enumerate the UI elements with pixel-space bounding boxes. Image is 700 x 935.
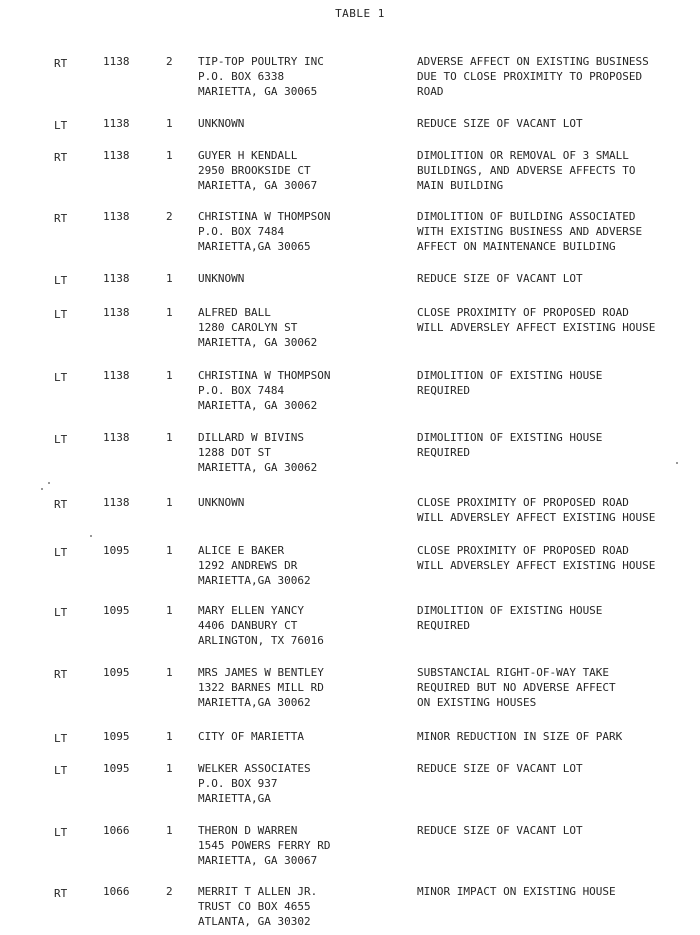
owner-line: ALICE E BAKER: [198, 544, 285, 557]
side-cell: RT: [54, 498, 68, 511]
owner-line: CHRISTINA W THOMPSON: [198, 210, 331, 223]
effect-cell: [417, 603, 602, 633]
owner-line: 4406 DANBURY CT: [198, 619, 298, 632]
owner-line: P.O. BOX 937: [198, 777, 278, 790]
effect-cell: [417, 761, 583, 776]
owner-line: CHRISTINA W THOMPSON: [198, 369, 331, 382]
owner-cell: [198, 761, 311, 806]
effect-line: REQUIRED: [417, 619, 470, 632]
effect-cell: [417, 430, 602, 460]
side-cell: LT: [54, 371, 68, 384]
count-cell: 1: [166, 762, 173, 775]
owner-line: ARLINGTON, TX 76016: [198, 634, 324, 647]
effect-cell: [417, 823, 583, 838]
owner-cell: [198, 271, 244, 286]
effect-line: ON EXISTING HOUSES: [417, 696, 537, 709]
sheet-cell: 1095: [103, 762, 130, 775]
sheet-cell: 1138: [103, 117, 130, 130]
owner-line: 1322 BARNES MILL RD: [198, 681, 324, 694]
effect-line: DIMOLITION OF BUILDING ASSOCIATED: [417, 210, 636, 223]
sheet-cell: 1138: [103, 149, 130, 162]
effect-cell: [417, 305, 655, 335]
owner-line: MARIETTA, GA 30062: [198, 399, 318, 412]
effect-line: DUE TO CLOSE PROXIMITY TO PROPOSED: [417, 70, 643, 83]
side-cell: RT: [54, 668, 68, 681]
effect-line: AFFECT ON MAINTENANCE BUILDING: [417, 240, 616, 253]
count-cell: 1: [166, 117, 173, 130]
side-cell: LT: [54, 732, 68, 745]
owner-line: UNKNOWN: [198, 496, 245, 509]
owner-line: UNKNOWN: [198, 117, 245, 130]
sheet-cell: 1095: [103, 604, 130, 617]
scan-speck: [90, 535, 92, 537]
owner-line: MARIETTA, GA 30067: [198, 179, 318, 192]
effect-line: MINOR REDUCTION IN SIZE OF PARK: [417, 730, 623, 743]
owner-cell: [198, 823, 330, 868]
side-cell: RT: [54, 57, 68, 70]
scan-speck: [48, 482, 50, 484]
effect-line: CLOSE PROXIMITY OF PROPOSED ROAD: [417, 544, 629, 557]
effect-line: ROAD: [417, 85, 444, 98]
effect-line: CLOSE PROXIMITY OF PROPOSED ROAD: [417, 496, 629, 509]
effect-line: MAIN BUILDING: [417, 179, 504, 192]
owner-cell: [198, 543, 311, 588]
effect-cell: [417, 884, 616, 899]
owner-cell: [198, 430, 317, 475]
sheet-cell: 1138: [103, 431, 130, 444]
sheet-cell: 1138: [103, 272, 130, 285]
count-cell: 2: [166, 885, 173, 898]
effect-line: WILL ADVERSLEY AFFECT EXISTING HOUSE: [417, 321, 656, 334]
effect-cell: [417, 148, 636, 193]
side-cell: LT: [54, 274, 68, 287]
effect-line: DIMOLITION OR REMOVAL OF 3 SMALL: [417, 149, 629, 162]
owner-line: 2950 BROOKSIDE CT: [198, 164, 311, 177]
effect-cell: [417, 665, 616, 710]
owner-line: WELKER ASSOCIATES: [198, 762, 311, 775]
count-cell: 2: [166, 210, 173, 223]
owner-cell: [198, 368, 330, 413]
sheet-cell: 1138: [103, 496, 130, 509]
side-cell: LT: [54, 764, 68, 777]
sheet-cell: 1138: [103, 210, 130, 223]
owner-line: P.O. BOX 6338: [198, 70, 285, 83]
scan-speck: [41, 488, 43, 490]
owner-line: ATLANTA, GA 30302: [198, 915, 311, 928]
count-cell: 1: [166, 666, 173, 679]
owner-line: DILLARD W BIVINS: [198, 431, 304, 444]
effect-line: REDUCE SIZE OF VACANT LOT: [417, 762, 583, 775]
sheet-cell: 1095: [103, 544, 130, 557]
side-cell: LT: [54, 433, 68, 446]
side-cell: RT: [54, 212, 68, 225]
effect-line: REQUIRED: [417, 446, 470, 459]
sheet-cell: 1138: [103, 55, 130, 68]
sheet-cell: 1066: [103, 885, 130, 898]
owner-line: TIP-TOP POULTRY INC: [198, 55, 324, 68]
effect-cell: [417, 271, 583, 286]
side-cell: LT: [54, 606, 68, 619]
owner-line: 1288 DOT ST: [198, 446, 271, 459]
owner-line: MARIETTA, GA 30067: [198, 854, 318, 867]
effect-line: REQUIRED: [417, 384, 470, 397]
owner-cell: [198, 54, 324, 99]
owner-line: P.O. BOX 7484: [198, 225, 285, 238]
owner-cell: [198, 495, 244, 510]
effect-line: DIMOLITION OF EXISTING HOUSE: [417, 604, 603, 617]
owner-line: MARIETTA, GA 30062: [198, 336, 318, 349]
owner-line: MARIETTA, GA 30062: [198, 461, 318, 474]
owner-cell: [198, 116, 244, 131]
owner-line: MARIETTA,GA 30062: [198, 574, 311, 587]
count-cell: 1: [166, 604, 173, 617]
side-cell: RT: [54, 887, 68, 900]
effect-cell: [417, 116, 583, 131]
owner-line: MARIETTA,GA 30062: [198, 696, 311, 709]
owner-cell: [198, 729, 304, 744]
sheet-cell: 1138: [103, 306, 130, 319]
count-cell: 1: [166, 272, 173, 285]
effect-line: ADVERSE AFFECT ON EXISTING BUSINESS: [417, 55, 649, 68]
count-cell: 1: [166, 369, 173, 382]
owner-line: MARIETTA,GA: [198, 792, 271, 805]
effect-cell: [417, 729, 622, 744]
effect-line: REDUCE SIZE OF VACANT LOT: [417, 117, 583, 130]
side-cell: RT: [54, 151, 68, 164]
effect-cell: [417, 368, 602, 398]
count-cell: 1: [166, 149, 173, 162]
owner-cell: [198, 665, 324, 710]
side-cell: LT: [54, 546, 68, 559]
effect-cell: [417, 543, 655, 573]
owner-cell: [198, 884, 317, 929]
table-title: TABLE 1: [335, 7, 385, 20]
owner-line: MARY ELLEN YANCY: [198, 604, 304, 617]
scan-speck: [676, 462, 678, 464]
sheet-cell: 1066: [103, 824, 130, 837]
count-cell: 1: [166, 730, 173, 743]
effect-cell: [417, 495, 655, 525]
count-cell: 2: [166, 55, 173, 68]
effect-line: BUILDINGS, AND ADVERSE AFFECTS TO: [417, 164, 636, 177]
effect-line: DIMOLITION OF EXISTING HOUSE: [417, 369, 603, 382]
effect-line: DIMOLITION OF EXISTING HOUSE: [417, 431, 603, 444]
effect-line: WILL ADVERSLEY AFFECT EXISTING HOUSE: [417, 559, 656, 572]
sheet-cell: 1138: [103, 369, 130, 382]
owner-line: P.O. BOX 7484: [198, 384, 285, 397]
effect-line: SUBSTANCIAL RIGHT-OF-WAY TAKE: [417, 666, 610, 679]
owner-line: ALFRED BALL: [198, 306, 271, 319]
count-cell: 1: [166, 544, 173, 557]
owner-line: TRUST CO BOX 4655: [198, 900, 311, 913]
sheet-cell: 1095: [103, 666, 130, 679]
owner-line: MARIETTA,GA 30065: [198, 240, 311, 253]
effect-cell: [417, 54, 649, 99]
effect-line: REDUCE SIZE OF VACANT LOT: [417, 272, 583, 285]
owner-line: CITY OF MARIETTA: [198, 730, 304, 743]
owner-line: 1292 ANDREWS DR: [198, 559, 298, 572]
effect-cell: [417, 209, 642, 254]
owner-line: 1280 CAROLYN ST: [198, 321, 298, 334]
side-cell: LT: [54, 119, 68, 132]
count-cell: 1: [166, 306, 173, 319]
side-cell: LT: [54, 308, 68, 321]
effect-line: WILL ADVERSLEY AFFECT EXISTING HOUSE: [417, 511, 656, 524]
owner-line: UNKNOWN: [198, 272, 245, 285]
owner-line: GUYER H KENDALL: [198, 149, 298, 162]
owner-cell: [198, 305, 317, 350]
owner-cell: [198, 148, 317, 193]
owner-line: THERON D WARREN: [198, 824, 298, 837]
count-cell: 1: [166, 431, 173, 444]
side-cell: LT: [54, 826, 68, 839]
effect-line: WITH EXISTING BUSINESS AND ADVERSE: [417, 225, 643, 238]
owner-line: MARIETTA, GA 30065: [198, 85, 318, 98]
count-cell: 1: [166, 496, 173, 509]
effect-line: MINOR IMPACT ON EXISTING HOUSE: [417, 885, 616, 898]
count-cell: 1: [166, 824, 173, 837]
owner-cell: [198, 209, 330, 254]
owner-cell: [198, 603, 324, 648]
effect-line: CLOSE PROXIMITY OF PROPOSED ROAD: [417, 306, 629, 319]
effect-line: REDUCE SIZE OF VACANT LOT: [417, 824, 583, 837]
owner-line: MRS JAMES W BENTLEY: [198, 666, 324, 679]
owner-line: MERRIT T ALLEN JR.: [198, 885, 318, 898]
owner-line: 1545 POWERS FERRY RD: [198, 839, 331, 852]
sheet-cell: 1095: [103, 730, 130, 743]
effect-line: REQUIRED BUT NO ADVERSE AFFECT: [417, 681, 616, 694]
